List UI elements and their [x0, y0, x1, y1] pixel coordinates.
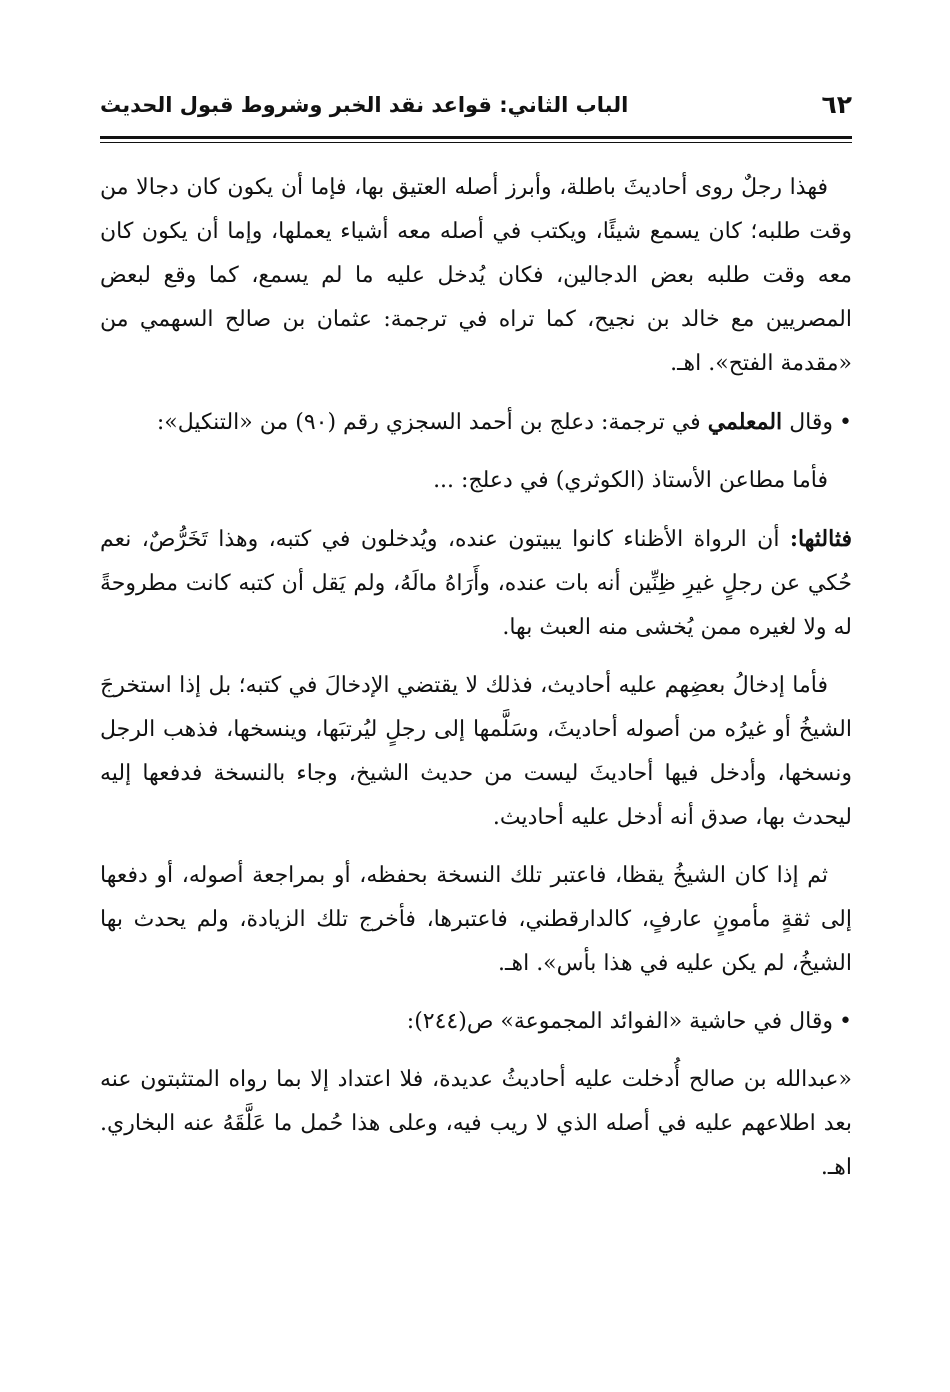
paragraph-1 — [100, 166, 852, 386]
page-header — [100, 88, 852, 128]
page-number: ٦٢ — [821, 90, 852, 119]
paragraph-5 — [100, 664, 852, 840]
paragraph-text: ثم إذا كان الشيخُ يقظا، فاعتبر تلك النسخة بحفظه، أو بمراجعة أصوله، أو دفعها إلى ثقةٍ مأمونٍ عارفٍ، كالدارقطني، فاعتبرها، فأخرج تلك الزيادة، ولم يحدث بها الشيخُ، لم يكن عليه في هذا بأس». اهـ. — [100, 863, 853, 976]
body-text — [100, 166, 852, 1204]
paragraph-text: فهذا رجلٌ روى أحاديثَ باطلة، وأبرز أصله العتيق بها، فإما أن يكون كان دجالا من وقت طلبه؛ كان يسمع شيئًا، ويكتب في أصله معه أشياء يعملها، وإما أن يكون كان معه وقت طلبه بعض الدجالين، فكان يُدخل عليه ما لم يسمع، كما وقع لبعض المصريين مع خالد بن نجيح، كما تراه في ترجمة: عثمان بن صالح السهمي من «مقدمة الفتح». اهـ. — [100, 175, 852, 376]
paragraph-3 — [100, 459, 852, 503]
paragraph-lead: وقال — [789, 410, 834, 435]
paragraph-text: فأما مطاعن الأستاذ (الكوثري) في دعلج: ... — [433, 468, 828, 493]
bullet-marker: • — [839, 410, 852, 435]
header-rule-thick — [100, 136, 852, 139]
paragraph-text: في ترجمة: دعلج بن أحمد السجزي رقم (٩٠) من «التنكيل»: — [156, 410, 701, 435]
paragraph-2 — [100, 400, 852, 445]
paragraph-text: وقال في حاشية «الفوائد المجموعة» ص(٢٤٤): — [406, 1009, 834, 1034]
bullet-marker: • — [839, 1009, 852, 1034]
paragraph-6 — [100, 854, 852, 986]
running-title: الباب الثاني: قواعد نقد الخبر وشروط قبول الحديث — [100, 93, 629, 117]
author-name-bold: المعلمي — [707, 409, 783, 435]
paragraph-7 — [100, 1000, 852, 1044]
paragraph-4 — [100, 517, 852, 650]
paragraph-text: أن الرواة الأظناء كانوا يبيتون عنده، ويُدخلون في كتبه، وهذا تَخَرُّصٌ، نعم حُكي عن رجلٍ غيرِ ظِنِّين أنه بات عنده، وأَرَاهُ مالَهُ، ولم يَقل أن كتبه كانت مطروحةً له ولا لغيره ممن يُخشى منه العبث بها. — [100, 527, 852, 640]
header-rule-thin — [100, 142, 852, 143]
paragraph-heading-bold: فثالثها: — [789, 526, 852, 552]
paragraph-text: «عبدالله بن صالح أُدخلت عليه أحاديثُ عديدة، فلا اعتداد إلا بما رواه المتثبتون عنه بعد اطلاعهم عليه في أصله الذي لا ريب فيه، وعلى هذا حُمل ما عَلَّقَهُ عنه البخاري. اهـ. — [100, 1067, 852, 1180]
paragraph-text: فأما إدخالُ بعضِهم عليه أحاديث، فذلك لا يقتضي الإدخالَ في كتبه؛ بل إذا استخرجَ الشيخُ أو غيرُه من أصوله أحاديثَ، وسَلَّمها إلى رجلٍ ليُرتبَها، وينسخها، فذهب الرجل ونسخها، وأدخل فيها أحاديثَ ليست من حديث الشيخ، وجاء بالنسخة فدفعها إليه ليحدث بها، صدق أنه أدخل عليه أحاديث. — [100, 673, 852, 830]
paragraph-8 — [100, 1058, 852, 1190]
